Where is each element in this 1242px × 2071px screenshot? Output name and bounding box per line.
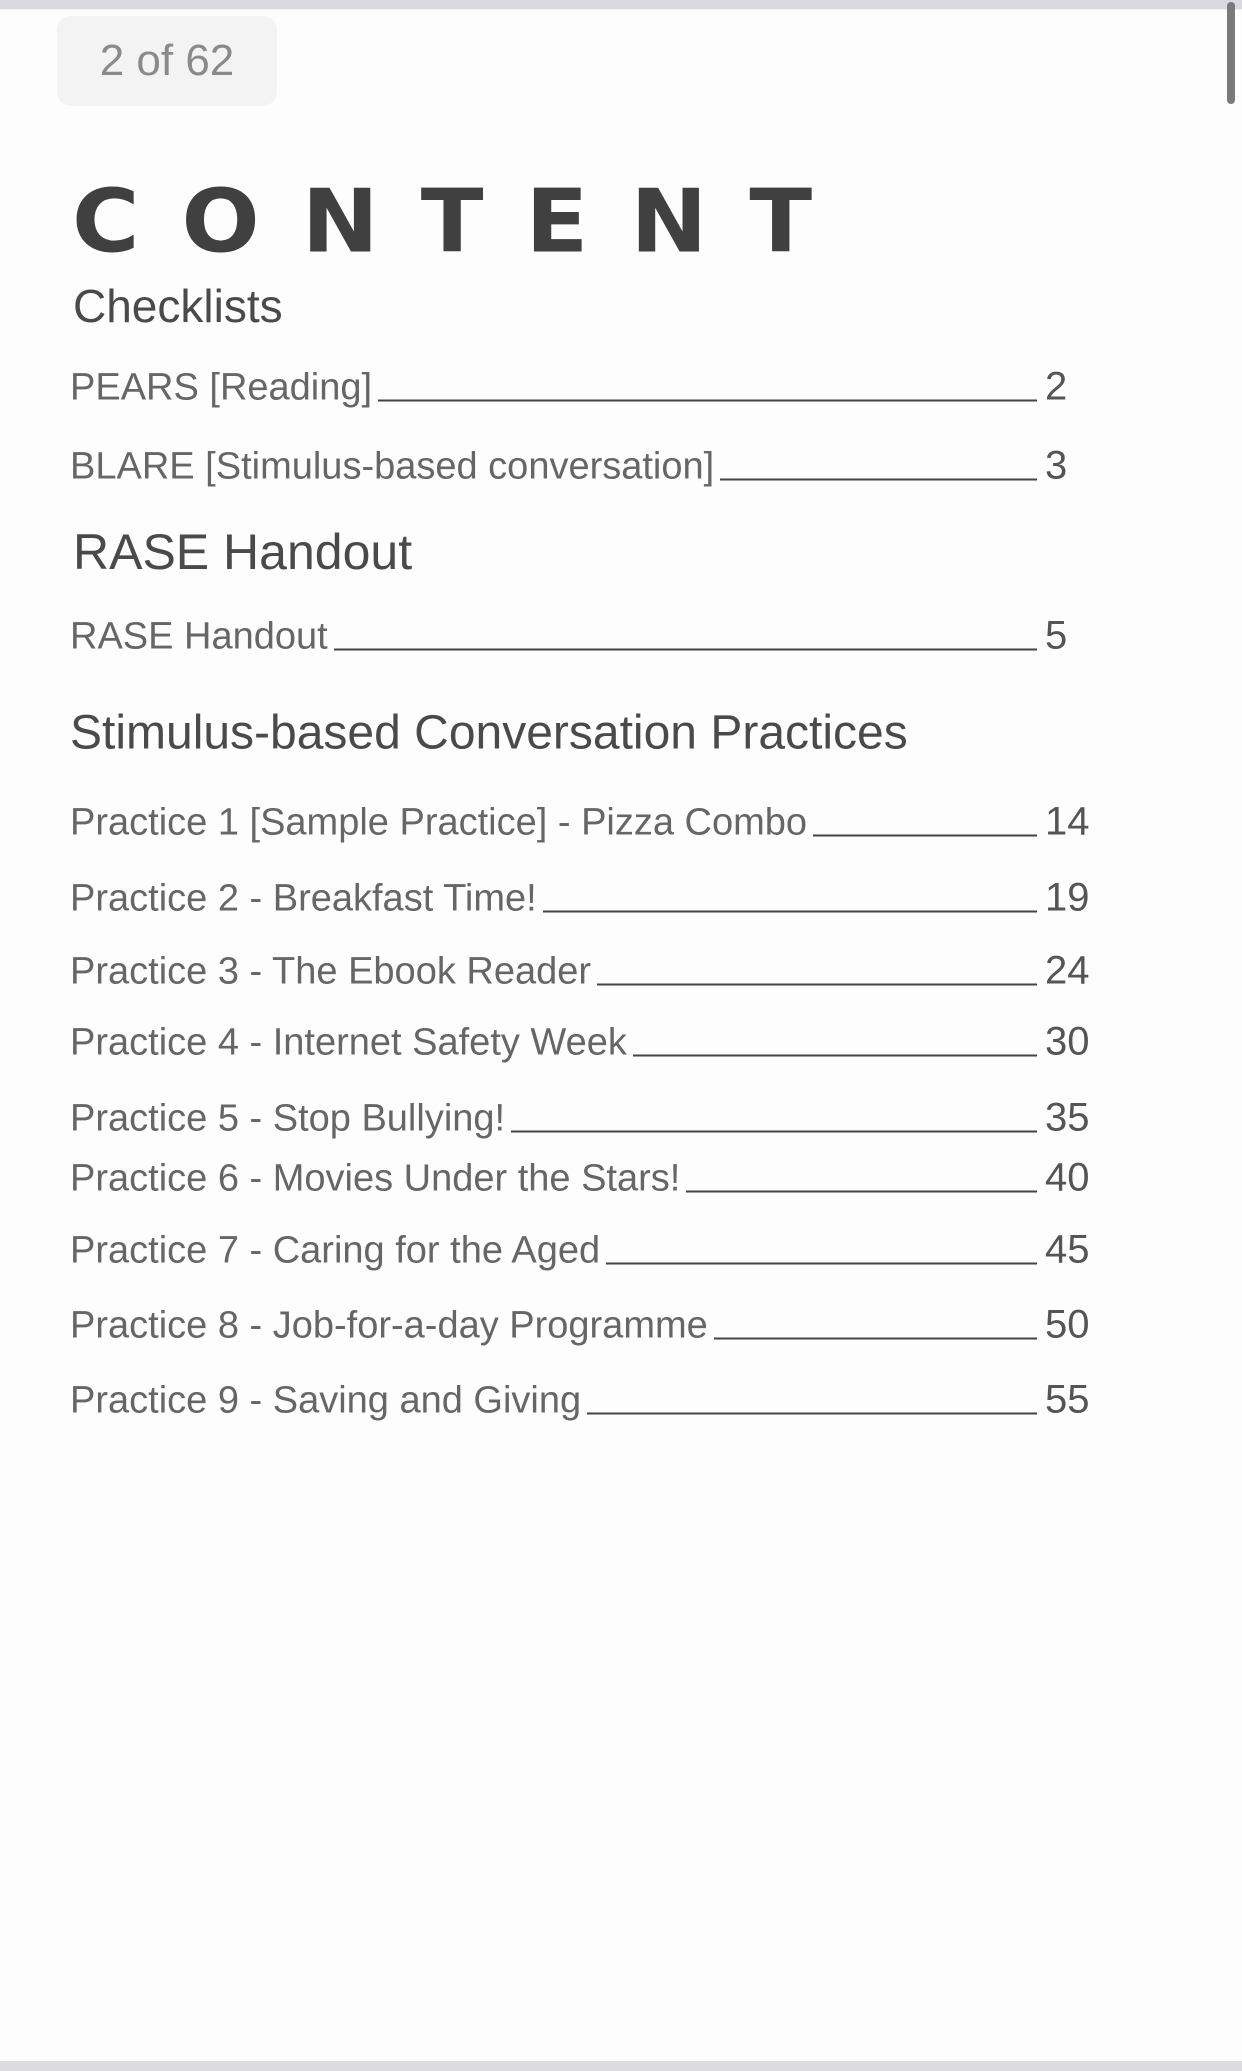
leader-line <box>720 479 1037 481</box>
toc-entry[interactable] <box>70 1378 1115 1423</box>
leader-line <box>511 1131 1037 1133</box>
toc-entry[interactable] <box>70 1228 1115 1273</box>
toc-entry[interactable] <box>70 949 1115 994</box>
toc-entry-page: 24 <box>1045 948 1090 993</box>
toc-entry-page: 14 <box>1045 799 1090 844</box>
toc-entry[interactable] <box>70 444 1115 489</box>
toc-entry-label: Practice 2 - Breakfast Time! <box>70 877 537 920</box>
scrollbar[interactable] <box>1227 2 1235 104</box>
toc-entry[interactable] <box>70 365 1115 410</box>
toc-entry[interactable] <box>70 800 1115 845</box>
leader-line <box>587 1413 1037 1415</box>
toc-entry-page: 45 <box>1045 1227 1090 1272</box>
leader-line <box>597 984 1037 986</box>
toc-entry-page: 40 <box>1045 1155 1090 1200</box>
toc-entry[interactable] <box>70 1303 1115 1348</box>
leader-line <box>686 1191 1037 1193</box>
toc-entry-page: 3 <box>1045 443 1068 488</box>
leader-line <box>714 1338 1037 1340</box>
toc-entry[interactable] <box>70 1156 1115 1201</box>
leader-line <box>606 1263 1037 1265</box>
toc-entry-label: Practice 7 - Caring for the Aged <box>70 1229 601 1272</box>
toc-entry-page: 55 <box>1045 1377 1090 1422</box>
section-heading-practices: Stimulus-based Conversation Practices <box>70 706 908 760</box>
toc-entry-label: Practice 1 [Sample Practice] - Pizza Combo <box>70 801 808 844</box>
toc-entry-label: Practice 9 - Saving and Giving <box>70 1379 582 1422</box>
leader-line <box>334 649 1037 651</box>
page-indicator: 2 of 62 <box>57 16 277 106</box>
toc-entry-label: Practice 4 - Internet Safety Week <box>70 1021 627 1064</box>
leader-line <box>633 1055 1037 1057</box>
toc-entry-label: Practice 6 - Movies Under the Stars! <box>70 1157 681 1200</box>
toc-entry-page: 50 <box>1045 1302 1090 1347</box>
toc-entry[interactable] <box>70 1096 1115 1141</box>
toc-entry-label: PEARS [Reading] <box>70 366 373 409</box>
page-title: CONTENT <box>72 170 855 273</box>
toc-entry-label: Practice 8 - Job-for-a-day Programme <box>70 1304 708 1347</box>
toc-entry-page: 5 <box>1045 613 1068 658</box>
toc-entry[interactable] <box>70 876 1115 921</box>
section-heading-rase: RASE Handout <box>73 524 413 580</box>
leader-line <box>378 400 1037 402</box>
toc-entry-page: 30 <box>1045 1019 1090 1064</box>
toc-entry-page: 2 <box>1045 364 1068 409</box>
toc-entry-page: 35 <box>1045 1095 1090 1140</box>
toc-entry-page: 19 <box>1045 875 1090 920</box>
toc-entry[interactable] <box>70 614 1115 659</box>
top-bar <box>0 0 1242 10</box>
toc-entry[interactable] <box>70 1020 1115 1065</box>
toc-entry-label: RASE Handout <box>70 615 328 658</box>
leader-line <box>813 835 1037 837</box>
leader-line <box>543 911 1037 913</box>
toc-entry-label: BLARE [Stimulus-based conversation] <box>70 445 715 488</box>
toc-entry-label: Practice 5 - Stop Bullying! <box>70 1097 506 1140</box>
bottom-bar <box>0 2061 1242 2071</box>
section-heading-checklists: Checklists <box>73 280 283 332</box>
toc-entry-label: Practice 3 - The Ebook Reader <box>70 950 592 993</box>
